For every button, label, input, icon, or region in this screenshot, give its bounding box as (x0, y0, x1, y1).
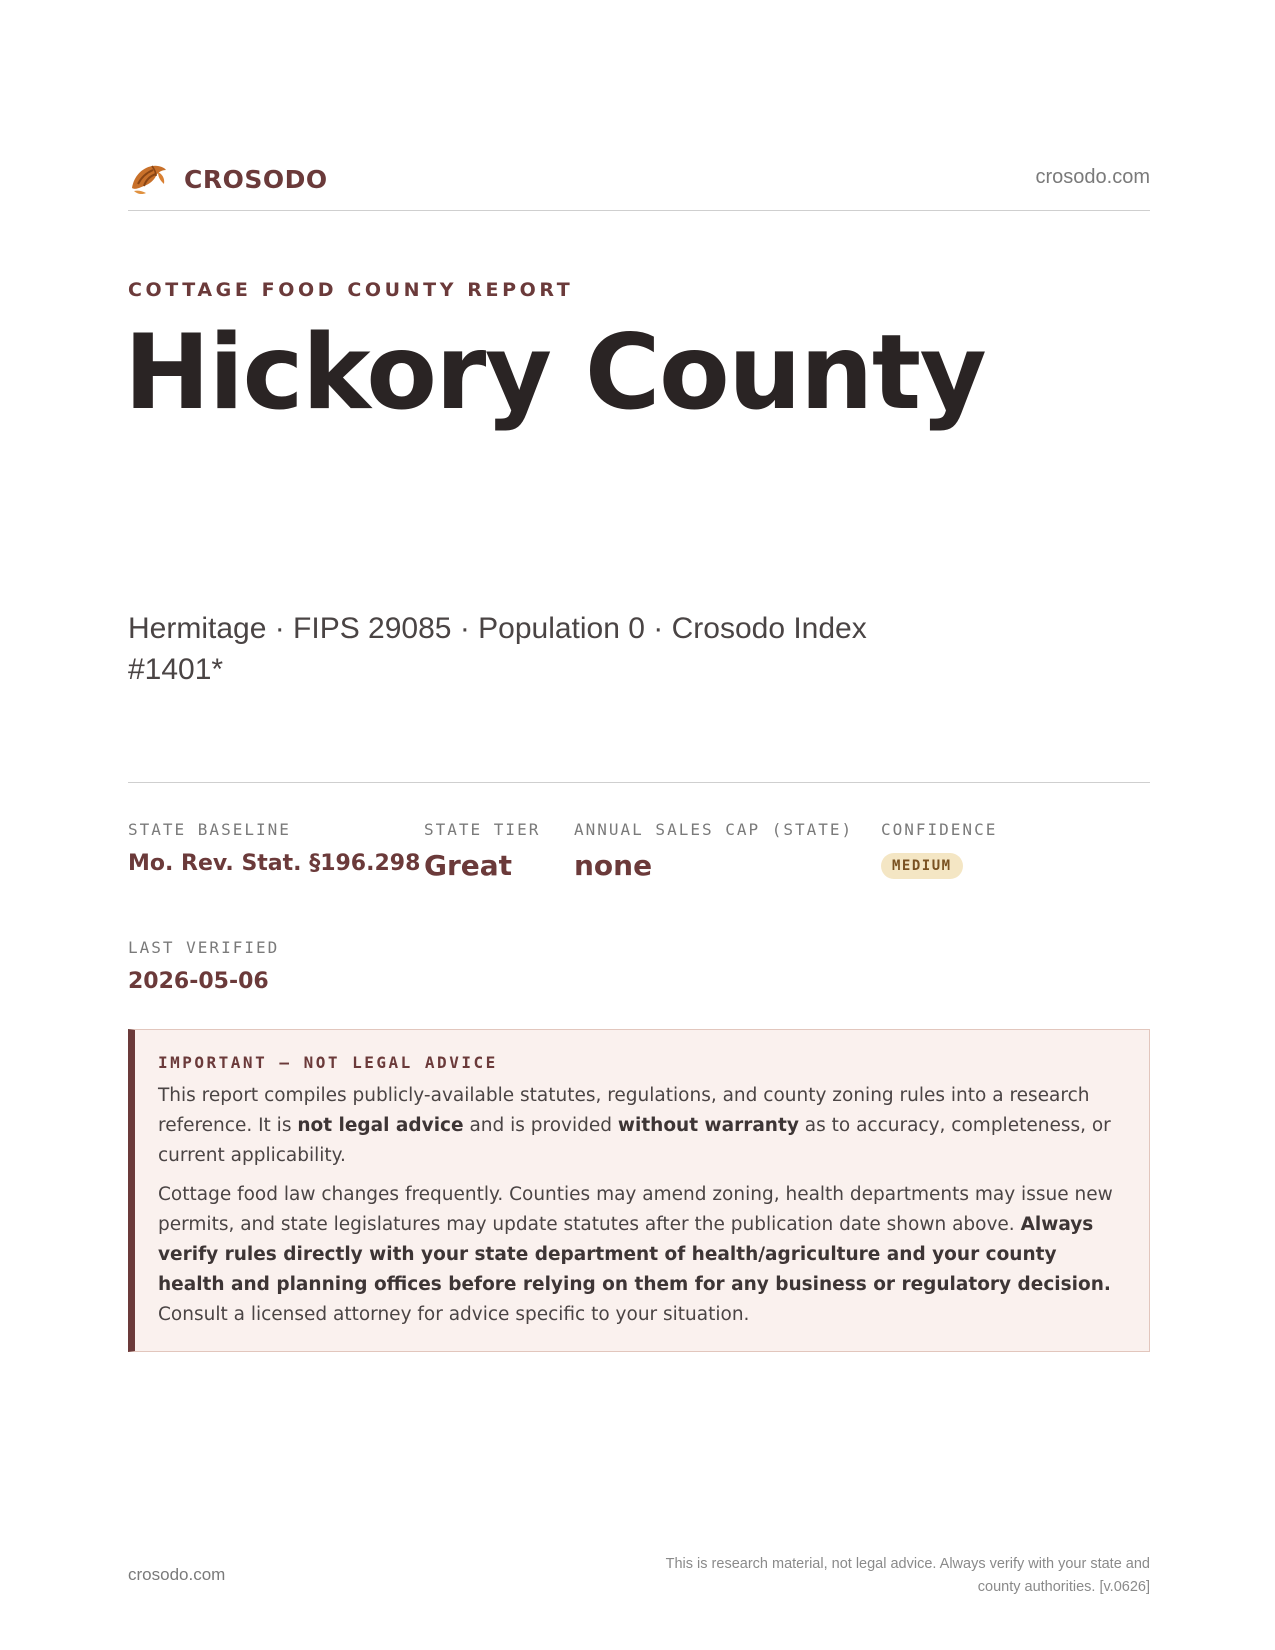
stat-label: STATE BASELINE (128, 820, 291, 839)
disclaimer-heading: IMPORTANT — NOT LEGAL ADVICE (158, 1053, 498, 1072)
stat-label: STATE TIER (424, 820, 541, 839)
footer-disclaimer: This is research material, not legal advice. Always verify with your state and county authorities. [v.0626] (665, 1556, 1150, 1595)
stat-value: none (574, 849, 653, 882)
disclaimer-text: as to accuracy, completeness, or current applicability. (158, 1115, 1111, 1166)
brand-logo[interactable] (128, 158, 328, 200)
disclaimer-paragraph-1 (158, 1081, 1127, 1171)
disclaimer-paragraph-2 (158, 1180, 1127, 1330)
stat-value: 2026-05-06 (128, 969, 269, 994)
disclaimer-emphasis: not legal advice (297, 1115, 464, 1136)
site-url[interactable]: crosodo.com (1035, 166, 1150, 188)
page-header (128, 152, 1150, 211)
disclaimer-text: and is provided (463, 1115, 618, 1136)
stat-confidence (881, 820, 997, 879)
stat-annual-sales-cap (574, 820, 853, 882)
report-subtitle: Hermitage · FIPS 29085 · Population 0 · Crosodo Index #1401* (128, 612, 867, 686)
legal-disclaimer-box (128, 1029, 1150, 1352)
stat-label: ANNUAL SALES CAP (STATE) (574, 820, 854, 839)
disclaimer-text: Cottage food law changes frequently. Counties may amend zoning, health departments may issue new permits, and state legislatures may update statutes after the publication date shown above. (158, 1184, 1113, 1235)
croissant-icon (128, 158, 170, 200)
disclaimer-text: This report compiles publicly-available statutes, regulations, and county zoning rules into a research reference. It is (158, 1085, 1090, 1136)
brand-name: CROSODO (184, 164, 328, 194)
page-title: Hickory County (124, 313, 986, 433)
stat-value: Mo. Rev. Stat. §196.298 (128, 851, 421, 876)
report-type-label: COTTAGE FOOD COUNTY REPORT (128, 279, 574, 301)
disclaimer-emphasis: Always verify rules directly with your state department of health/agriculture and your county health and planning offices before relying on them for any business or regulatory decision. (158, 1214, 1111, 1295)
stat-state-baseline (128, 820, 420, 876)
stat-label: LAST VERIFIED (128, 938, 280, 957)
stat-state-tier (424, 820, 540, 882)
disclaimer-text: Consult a licensed attorney for advice specific to your situation. (158, 1304, 750, 1325)
divider (128, 782, 1150, 783)
report-page (124, 0, 1150, 1650)
footer-site-url[interactable]: crosodo.com (128, 1565, 226, 1584)
disclaimer-emphasis: without warranty (617, 1115, 799, 1136)
confidence-badge: MEDIUM (881, 853, 963, 879)
stat-value: Great (424, 849, 513, 882)
stat-label: CONFIDENCE (881, 820, 998, 839)
stat-last-verified (128, 938, 279, 994)
